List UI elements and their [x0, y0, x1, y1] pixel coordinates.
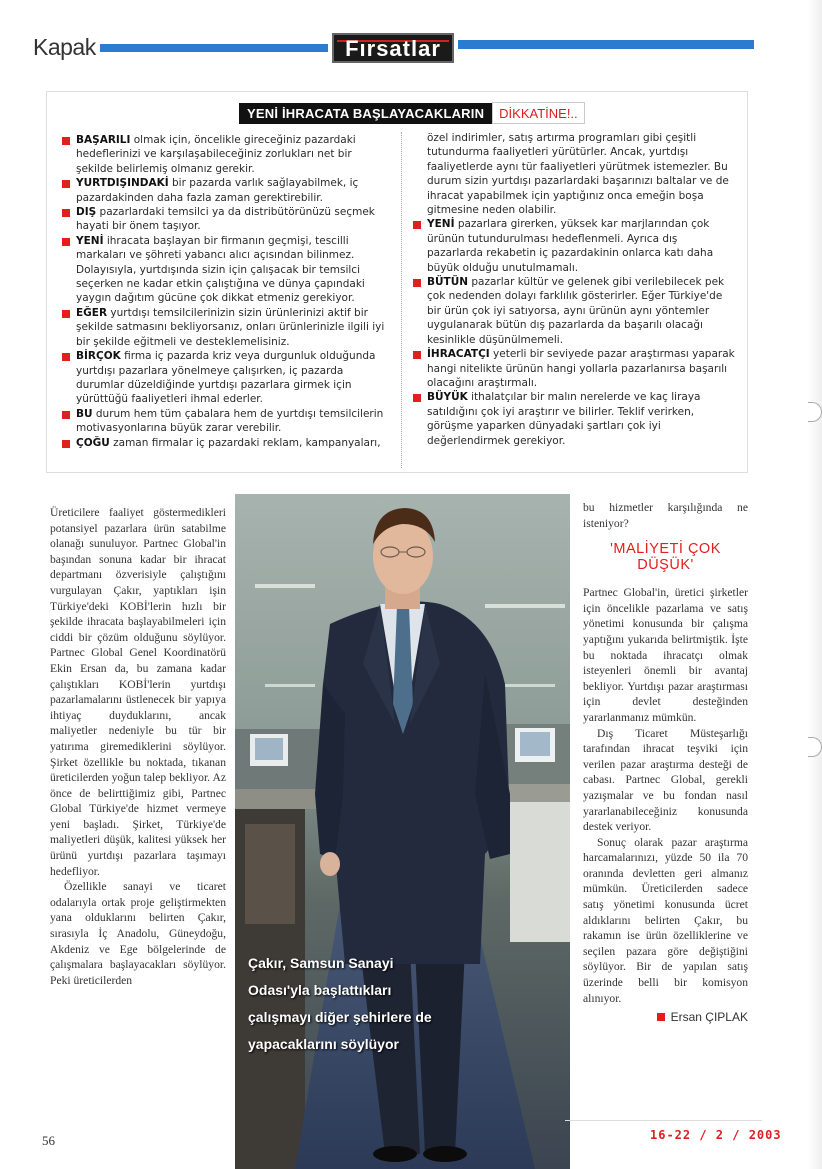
tip-item [62, 234, 390, 306]
tip-text: bir pazarda varlık sağlayabilmek, iç pazardakinden daha fazla zaman gerektirebilir. [76, 177, 359, 204]
logo-text: Fırsatlar [345, 36, 441, 61]
article-paragraph: Dış Ticaret Müsteşarlığı tarafından ihracat teşviki için verilen pazar araştırma desteği de cabası. Partnec Global, gerekli yazışmalar ve bu fondan nasıl yararlanabileceğiniz konusunda destek veriyor. [583, 726, 748, 834]
tip-text: pazarlardaki temsilci ya da distribütörünüzü seçmek hayati bir önem taşıyor. [76, 206, 375, 233]
portrait-photo [235, 494, 570, 1169]
tip-item [62, 176, 390, 205]
tips-title-accent: DİKKATİNE!.. [492, 102, 585, 124]
tip-lead: DIŞ [76, 206, 97, 219]
tip-item [62, 436, 390, 450]
article-paragraph: Üreticilere faaliyet göstermedikleri potansiyel pazarlara ürün satabilme olanağı sunuluyor. Partnec Global'in başından sonuna kadar bir ihracat departmanı özverisiyle çalıştığını vurgulayan Çakır, yaptıkları işin Türkiye'deki KOBİ'lerin hızlı bir şekilde ihracata başlayabilmeleri için ciddi bir çözüm olduğunu söylüyor. Partnec Global Genel Koordinatörü Ekin Ersan da, bu zamana kadar çalıştıkları KOBİ'lerin yurtdışı pazarlamalarını üstlenecek bir yapıya ihtiyaç duyduklarını, ancak maliyetler nedeniyle bu tür bir yatırıma giremediklerini söylüyor. Şirket özellikle bu noktada, tıkanan üreticilerden yoğun talep bekliyor. Az önce de belirttiğimiz gibi, Partnec Global Türkiye'de hizmet vermeye yeni başladı. Şirket, Türkiye'de maliyetleri düşük, kalitesi yüksek her ürünü yurtdışı pazarlara taşımayı hedefliyor. [50, 506, 226, 878]
footer-rule [565, 1120, 762, 1121]
tip-item [62, 205, 390, 234]
tip-lead: İHRACATÇI [427, 348, 490, 361]
page-number: 56 [42, 1133, 55, 1148]
tip-lead: YENİ [76, 234, 104, 247]
tip-item [62, 349, 390, 407]
tip-lead: BAŞARILI [76, 134, 131, 146]
tip-text: zaman firmalar iç pazardaki reklam, kampanyaları, [109, 436, 381, 449]
red-square-icon [62, 440, 70, 448]
article-column-left [50, 505, 226, 988]
red-square-icon [62, 411, 70, 419]
tip-item [62, 133, 390, 176]
tips-column-divider [401, 132, 402, 468]
author-name: Ersan ÇIPLAK [670, 1010, 748, 1025]
red-square-icon [62, 209, 70, 217]
red-square-icon [413, 221, 421, 229]
tip-text: firma iç pazarda kriz veya durgunluk olduğunda yurtdışı pazarlara yönelmeye çalışırken, iç pazarda durumlar düzeldiğinde yurtdışı pazarlara girmek için yürüttüğü faaliyetleri ihmal ederler. [76, 350, 376, 406]
header-rule-left [100, 44, 328, 52]
tip-lead: BU [76, 407, 93, 420]
tip-text: durum hem tüm çabalara hem de yurtdışı temsilcilerin motivasyonlarına büyük zarar verebilir. [76, 407, 384, 435]
header-rule-right [458, 40, 754, 49]
article-subhead: 'MALİYETİ ÇOK DÜŞÜK' [610, 541, 721, 574]
tip-text: yurtdışı temsilcilerinizin sizin ürünlerinizi aktif bir şekilde satmasını bekliyorsanız, onları ürünlerinizle ilgili iyi bir şekilde eğitmeli ve desteklemelisiniz. [76, 306, 385, 348]
section-label: Kapak [33, 34, 96, 60]
tip-item [413, 217, 735, 275]
tip-continuation: özel indirimler, satış artırma programları gibi çeşitli tutundurma faaliyetleri yürütürler. Ancak, yurtdışı faaliyetlerde aynı tür faaliyetleri yürütmek istemezler. Bu durum sizin yurtdışı pazarlardaki başarınızı baltalar ve de ihracat yapabilmek için yaptığınız onca emeğin boşa gitmesine neden olabilir. [427, 132, 729, 217]
tip-item [62, 306, 390, 349]
red-square-icon [657, 1013, 665, 1021]
tip-lead: YURTDIŞINDAKİ [76, 177, 169, 190]
tips-column-left [62, 133, 390, 450]
tip-lead: BÜTÜN [427, 276, 469, 289]
magazine-logo [332, 33, 454, 63]
tip-lead: YENİ [427, 218, 455, 231]
tip-text: ithalatçılar bir malın nerelerde ve kaç liraya satıldığını çok iyi araştırır ve bilirler. Teklif verirken, görüşme yaparken dünyadaki şartları çok iyi değerlendirmek gerekiyor. [427, 391, 701, 447]
article-paragraph: Partnec Global'in, üretici şirketler için öncelikle pazarlama ve satış yönetimi konusunda bir çalışma yaptığını yukarıda belirtmiştik. İşte bu noktada ihracatçı olmak isteyenleri önemli bir avantaj bekliyor. Yurtdışı pazar araştırması için devlet desteğinden yararlanmanız mümkün. [583, 586, 748, 724]
article-column-right [583, 500, 748, 1026]
tips-column-right [413, 131, 735, 448]
tip-text: olmak için, öncelikle gireceğiniz pazardaki hedeflerinizi ve karşılaşabileceğiniz zorlukları net bir şekilde belirlemiş olmanız gerekir. [76, 134, 356, 175]
red-square-icon [62, 310, 70, 318]
office-portrait-illustration [235, 494, 570, 1169]
tip-text: pazarlara girerken, yüksek kar marjlarından çok ürünün tutundurulması hedeflenmeli. Ayrıca dış pazarlarda rekabetin iç pazardakinin onlarca katı daha büyük olduğu unutulmamalı. [427, 218, 714, 274]
tip-text: ihracata başlayan bir firmanın geçmişi, tescilli markaları ve şöhreti yabancı alıcı açısından bilinmez. Dolayısıyla, yurtdışında sizin için çalışacak bir temsilci seçerken ne kadar etkin çalıştığına ve dünya çapındaki yaygın dağıtım gücüne çok dikkat etmeniz gerekiyor. [76, 234, 365, 305]
article-paragraph: Özellikle sanayi ve ticaret odalarıyla ortak proje geliştirmekten yana olduklarını belirten Çakır, sırasıyla İç Anadolu, Güneydoğu, Akdeniz ve Ege bölgelerinde de çalışmalara başlayacakları söylüyor. Peki üreticilerden [50, 880, 226, 987]
tips-title-main: YENİ İHRACATA BAŞLAYACAKLARIN [239, 103, 492, 124]
tip-lead: ÇOĞU [76, 436, 110, 449]
red-square-icon [413, 279, 421, 287]
byline [583, 1010, 748, 1026]
red-square-icon [62, 353, 70, 361]
red-square-icon [62, 137, 70, 145]
page-edge-shadow [808, 0, 822, 1169]
red-square-icon [413, 394, 421, 402]
red-square-icon [62, 180, 70, 188]
tip-item [62, 407, 390, 436]
article-paragraph: bu hizmetler karşılığında ne isteniyor? [583, 501, 748, 530]
photo-caption: Çakır, Samsun Sanayi Odası'yla başlattıkları çalışmayı diğer şehirlere de yapacaklarını söylüyor [248, 955, 432, 1052]
tip-lead: BİRÇOK [76, 350, 121, 363]
red-square-icon [62, 238, 70, 246]
tip-item [413, 275, 735, 347]
tip-item [413, 390, 735, 448]
tip-text: pazarlar kültür ve gelenek gibi verilebilecek pek çok nedenden dolayı farklılık gösterirler. Eğer Türkiye'de bir ürün çok iyi satıyorsa, aynı ürünün aynı yöntemler uygulanarak bütün dış pazarlarda da başarılı olacağı kesinlikle düşünülmemeli. [427, 276, 725, 346]
tips-box-title [239, 102, 585, 124]
tip-lead: EĞER [76, 306, 108, 319]
tip-item [413, 347, 735, 390]
tip-lead: BÜYÜK [427, 391, 468, 404]
red-square-icon [413, 351, 421, 359]
issue-date: 16-22 / 2 / 2003 [650, 1128, 782, 1142]
tip-text: yeterli bir seviyede pazar araştırması yaparak hangi nitelikte ürünün hangi yollarla pazarlanırsa başarılı olacağını araştırmalı. [427, 348, 735, 389]
article-paragraph: Sonuç olarak pazar araştırma harcamalarınızı, yüzde 50 ila 70 oranında devletten geri almanız mümkün. Üreticilerden sadece satış yönetimi konusunda ücret aldıklarını belirten Çakır, bu rakamın ise ürün özelliklerine ve seçilen pazara göre değiştiğini söylüyor. Bir de yapılan satış üzerinde belli bir komisyon alınıyor. [583, 835, 748, 1005]
